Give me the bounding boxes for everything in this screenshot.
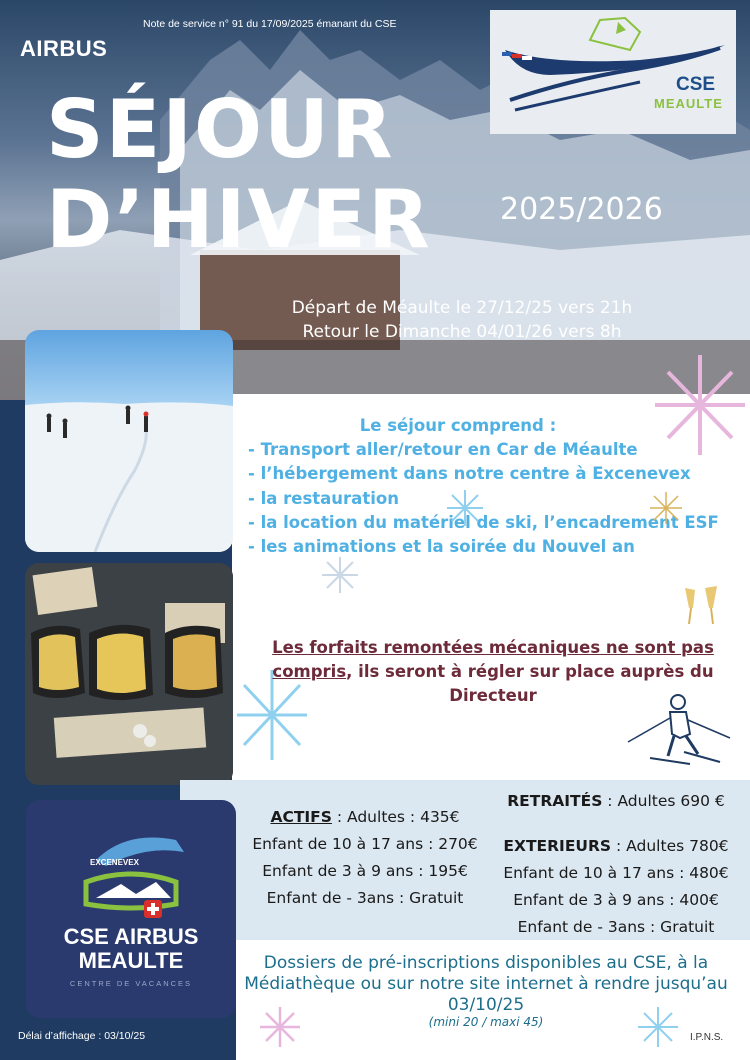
forfaits-not-included: Les forfaits remontées mécaniques ne sont pas compris [272, 638, 714, 681]
actifs-adult-price: : Adultes : 435€ [331, 808, 460, 826]
actifs-row: Enfant de - 3ans : Gratuit [266, 889, 464, 907]
logo-cse-text: CSE [676, 74, 716, 95]
retour-text: Retour le Dimanche 04/01/26 vers 8h [302, 322, 622, 342]
includes-item: - l’hébergement dans notre centre à Excenevex [248, 464, 691, 484]
airplane-logo-icon [490, 10, 736, 134]
includes-item: - Transport aller/retour en Car de Méaulte [248, 440, 638, 460]
includes-heading: Le séjour comprend : [359, 416, 557, 435]
group-size: (mini 20 / maxi 45) [428, 1015, 544, 1029]
season-year: 2025/2026 [500, 192, 663, 227]
champagne-glasses-icon [675, 578, 725, 628]
centre-name-line-1: CSE AIRBUS [63, 924, 199, 949]
centre-place: EXCENEVEX [90, 858, 139, 867]
includes-item: - la restauration [248, 488, 399, 508]
prices-retraites-exterieurs [494, 788, 738, 941]
exterieurs-row: Enfant de 3 à 9 ans : 400€ [513, 891, 719, 909]
prices-actifs [234, 804, 496, 912]
snow-hikers-photo [25, 330, 233, 552]
actifs-row: Enfant de 10 à 17 ans : 270€ [252, 835, 478, 853]
includes-item: - la location du matériel de ski, l’encadrement ESF [248, 512, 719, 532]
exterieurs-row: Enfant de - 3ans : Gratuit [517, 918, 715, 936]
includes-item: - les animations et la soirée du Nouvel an [248, 537, 635, 557]
registration-info: Dossiers de pré-inscriptions disponibles au CSE, à la Médiathèque ou sur notre site internet à rendre jusqu’au 03/10/25 [244, 953, 728, 1015]
service-note: Note de service n° 91 du 17/09/2025 émanant du CSE [143, 18, 397, 30]
forfaits-rest: , ils seront à régler sur place auprès du Directeur [346, 662, 714, 705]
hikers-illustration [25, 330, 233, 552]
snowflake-icon [650, 350, 750, 460]
exterieurs-row: Enfant de 10 à 17 ans : 480€ [503, 864, 729, 882]
title-line-2: D’HIVER [46, 173, 432, 266]
firework-icon [648, 490, 684, 526]
snowflake-icon [636, 1005, 680, 1049]
actifs-row: Enfant de 3 à 9 ans : 195€ [262, 862, 468, 880]
actifs-label: ACTIFS [270, 808, 332, 826]
exterieurs-label: EXTERIEURS [503, 837, 612, 855]
raclette-illustration [25, 563, 233, 785]
airbus-logo: AIRBUS [20, 36, 108, 61]
depart-text: Départ de Méaulte le 27/12/25 vers 21h [291, 298, 633, 318]
retraites-adult-price: : Adultes 690 € [602, 792, 725, 810]
exterieurs-adult-price: : Adultes 780€ [611, 837, 729, 855]
display-deadline: Délai d’affichage : 03/10/25 [18, 1030, 146, 1042]
ipns-mention: I.P.N.S. [690, 1032, 724, 1043]
retraites-label: RETRAITÉS [507, 792, 603, 810]
schedule [262, 296, 662, 344]
forfaits-notice [258, 636, 728, 708]
snowflake-icon [445, 488, 485, 528]
centre-name-line-2: MEAULTE [78, 948, 184, 973]
title-line-1: SÉJOUR [46, 83, 395, 176]
snowflake-icon [258, 1005, 302, 1049]
logo-meaulte-text: MEAULTE [654, 96, 723, 111]
snowflake-icon [320, 555, 360, 595]
cse-logo-box [490, 10, 736, 134]
centre-subtitle: CENTRE DE VACANCES [69, 979, 193, 988]
raclette-photo [25, 563, 233, 785]
